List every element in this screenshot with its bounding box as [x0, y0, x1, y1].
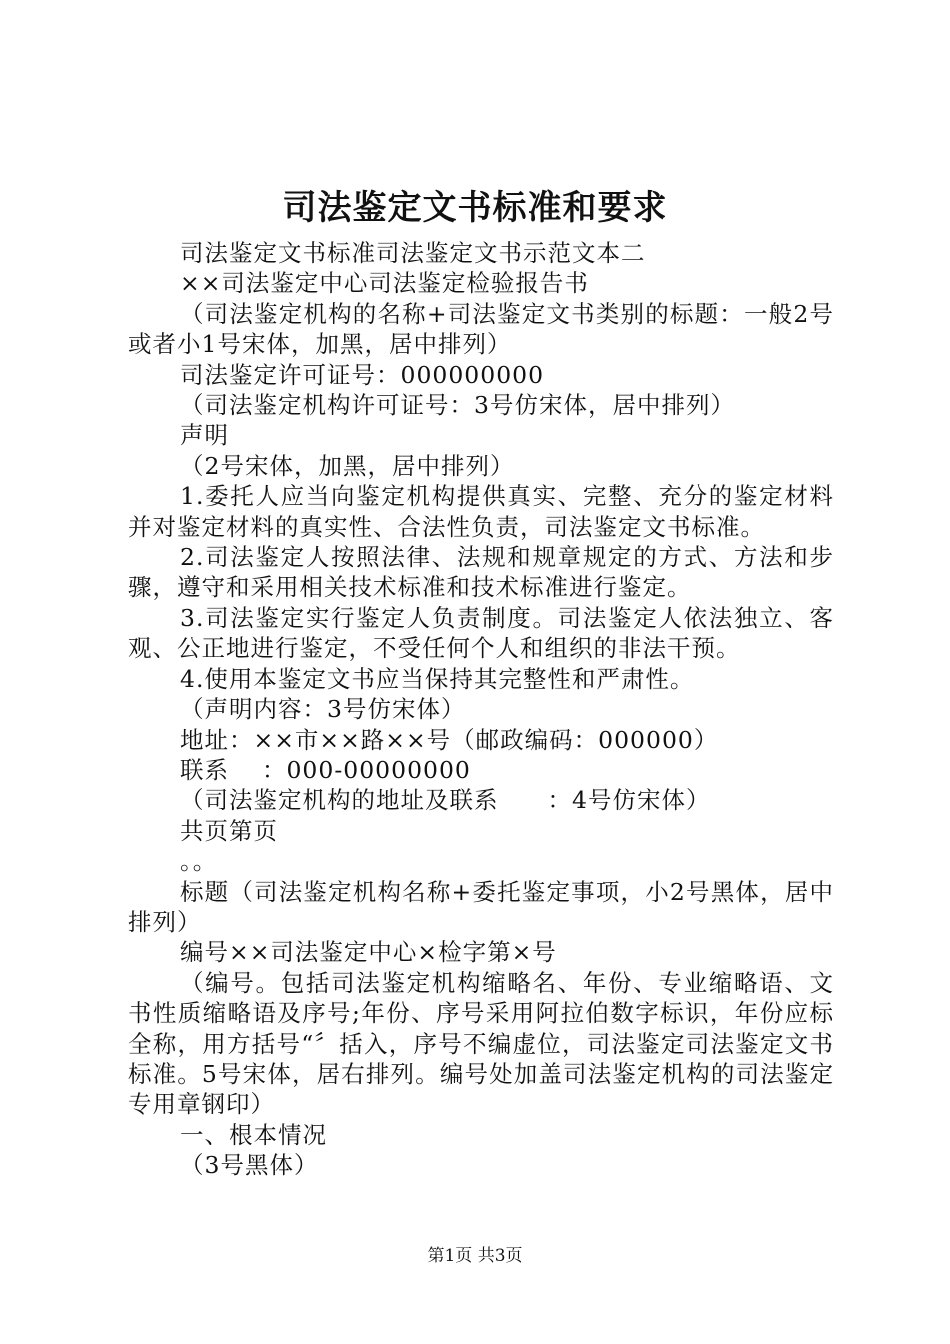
paragraph-12: （声明内容：3号仿宋体） — [180, 695, 466, 724]
paragraph-15: （司法鉴定机构的地址及联系 ：4号仿宋体） — [180, 786, 711, 815]
paragraph-21: 一、根本情况 — [180, 1120, 327, 1149]
paragraph-16: 共页第页 — [180, 816, 278, 845]
paragraph-14: 联系 ：000-00000000 — [180, 755, 471, 784]
paragraph-11: 4.使用本鉴定文书应当保持其完整性和严肃性。 — [180, 664, 695, 693]
document-title: 司法鉴定文书标准和要求 — [282, 188, 668, 228]
paragraph-13: 地址：××市××路××号（邮政编码：000000） — [180, 725, 719, 754]
paragraph-22: （3号黑体） — [180, 1151, 319, 1180]
paragraph-18: 标题（司法鉴定机构名称+委托鉴定事项，小2号黑体，居中排列） — [128, 877, 834, 936]
paragraph-5: （司法鉴定机构许可证号：3号仿宋体，居中排列） — [180, 391, 735, 420]
paragraph-20: （编号。包括司法鉴定机构缩略名、年份、专业缩略语、文书性质缩略语及序号;年份、序号采用阿拉伯数字标识，年份应标全称，用方括号“〞括入，序号不编虚位，司法鉴定司法鉴定文书标准。5号宋体，居右排列。编号处加盖司法鉴定机构的司法鉴定专用章钢印） — [128, 968, 834, 1119]
paragraph-2: ××司法鉴定中心司法鉴定检验报告书 — [180, 269, 589, 298]
paragraph-4: 司法鉴定许可证号：000000000 — [180, 360, 545, 389]
paragraph-8: 1.委托人应当向鉴定机构提供真实、完整、充分的鉴定材料并对鉴定材料的真实性、合法性负责，司法鉴定文书标准。 — [128, 482, 834, 541]
paragraph-6: 声明 — [180, 421, 229, 450]
page-footer: 第1页 共3页 — [427, 1246, 523, 1266]
paragraph-1: 司法鉴定文书标准司法鉴定文书示范文本二 — [180, 239, 646, 267]
paragraph-19: 编号××司法鉴定中心×检字第×号 — [180, 938, 557, 967]
paragraph-3: （司法鉴定机构的名称+司法鉴定文书类别的标题：一般2号或者小1号宋体，加黑，居中排列） — [128, 299, 834, 359]
paragraph-7: （2号宋体，加黑，居中排列） — [180, 451, 515, 480]
paragraph-10: 3.司法鉴定实行鉴定人负责制度。司法鉴定人依法独立、客观、公正地进行鉴定，不受任何个人和组织的非法干预。 — [128, 603, 834, 663]
paragraph-17: 。。 — [180, 847, 218, 876]
document-body — [128, 238, 834, 1181]
paragraph-9: 2.司法鉴定人按照法律、法规和规章规定的方式、方法和步骤，遵守和采用相关技术标准和技术标准进行鉴定。 — [128, 543, 834, 602]
